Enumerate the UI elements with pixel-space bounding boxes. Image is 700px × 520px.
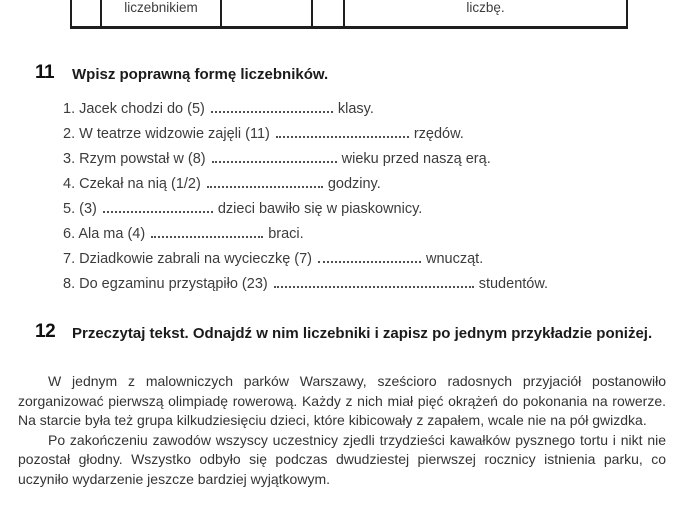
item-post-text: braci. [268,226,304,242]
reading-paragraph-1: W jednym z malowniczych parków Warszawy, sześcioro radosnych przyjaciół postanowiło zorganizować pierwszą olimpiadę rowerową. Każdy z nich miał pięć okrążeń do pokonania na rowerze. Na starcie była też grupa kilkudziesięciu dzieci, które kibicowały z zapałem, wcale nie na pół gwizdka. [18,373,666,428]
item-pre-text: 3. Rzym powstał w (8) [63,151,206,167]
table-fragment [70,0,628,29]
item-post-text: dzieci bawiło się w piaskownicy. [217,201,423,217]
fill-in-item-2 [63,122,548,147]
reading-text [18,372,666,489]
table-cell-liczbe: liczbę. [466,0,505,15]
exercise-12-title: Przeczytaj tekst. Odnajdź w nim liczebniki i zapisz po jednym przykładzie poniżej. [72,325,653,342]
item-pre-text: 1. Jacek chodzi do (5) [63,101,205,117]
item-pre-text: 2. W teatrze widzowie zajęli (11) [63,126,270,142]
table-cell [222,0,313,26]
fill-in-item-8 [63,272,548,297]
table-cell [313,0,345,26]
fill-in-item-3 [63,147,548,172]
fill-in-item-7 [63,247,548,272]
answer-blank [211,99,333,113]
item-post-text: klasy. [337,101,374,117]
item-pre-text: 7. Dziadkowie zabrali na wycieczkę (7) [63,251,313,267]
item-pre-text: 4. Czekał na nią (1/2) [63,176,201,192]
fill-in-item-6 [63,222,548,247]
item-pre-text: 8. Do egzaminu przystąpiło (23) [63,276,268,292]
exercise-11-title: Wpisz poprawną formę liczebników. [72,66,329,83]
exercise-11-items [63,97,548,297]
answer-blank [274,274,474,288]
item-post-text: wnucząt. [426,251,484,267]
answer-blank [103,199,213,213]
item-post-text: wieku przed naszą erą. [341,151,491,167]
item-post-text: godziny. [327,176,381,192]
table-cell-liczebnikiem: liczebnikiem [102,0,222,26]
exercise-11-number: 11 [35,62,55,83]
item-post-text: rzędów. [413,126,464,142]
item-post-text: studentów. [478,276,549,292]
table-cell [72,0,102,26]
fill-in-item-1 [63,97,548,122]
answer-blank [212,149,337,163]
answer-blank [318,249,421,263]
fill-in-item-4 [63,172,548,197]
answer-blank [151,224,263,238]
fill-in-item-5 [63,197,548,222]
reading-paragraph-2: Po zakończeniu zawodów wszyscy uczestnicy zjedli trzydzieści kawałków pysznego tortu i nikt nie pozostał głodny. Wszystko odbyło się podczas dwudziestej pierwszej rocznicy istnienia parku, co uczyniło wydarzenie jeszcze bardziej wyjątkowym. [18,431,666,487]
item-pre-text: 6. Ala ma (4) [63,226,146,242]
item-pre-text: 5. (3) [63,201,97,217]
exercise-12-number: 12 [35,321,56,342]
answer-blank [276,124,409,138]
answer-blank [207,174,323,188]
